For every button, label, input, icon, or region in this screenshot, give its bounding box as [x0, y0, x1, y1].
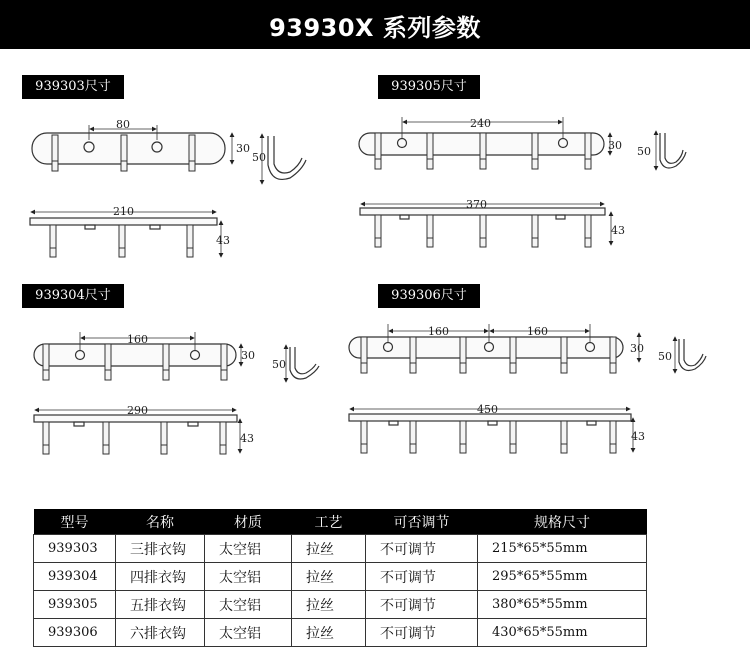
- col-header-finish: 工艺: [292, 509, 366, 535]
- dim-939303-side-height: 43: [216, 234, 230, 247]
- col-header-material: 材质: [205, 509, 292, 535]
- cell-model: 939304: [34, 563, 116, 591]
- drawing-939303-side: [30, 212, 221, 257]
- cell-model: 939303: [34, 535, 116, 563]
- hook-profile-939305: [656, 131, 686, 170]
- col-header-adjustable: 可否调节: [366, 509, 478, 535]
- cell-material: 太空铝: [205, 535, 292, 563]
- cell-adjustable: 不可调节: [366, 619, 478, 647]
- drawing-939303-front: [32, 125, 232, 171]
- cell-size: 380*65*55mm: [478, 591, 647, 619]
- cell-model: 939305: [34, 591, 116, 619]
- model-tag-939306: 939306尺寸: [378, 284, 480, 308]
- cell-material: 太空铝: [205, 619, 292, 647]
- dim-939305-overall: 370: [466, 198, 487, 211]
- hook-profile-939306: [675, 337, 706, 373]
- dim-939304-hook-depth: 50: [272, 358, 286, 371]
- dim-939306-hole-spacing-b: 160: [527, 325, 548, 338]
- cell-name: 五排衣钩: [116, 591, 205, 619]
- cell-model: 939306: [34, 619, 116, 647]
- dim-939304-height: 30: [241, 349, 255, 362]
- hook-profile-939303: [262, 134, 306, 184]
- dim-939306-hook-depth: 50: [658, 350, 672, 363]
- dim-939303-hole-spacing: 80: [116, 118, 130, 131]
- dim-939305-hook-depth: 50: [637, 145, 651, 158]
- cell-adjustable: 不可调节: [366, 535, 478, 563]
- hook-profile-939304: [286, 345, 319, 382]
- cell-adjustable: 不可调节: [366, 563, 478, 591]
- cell-size: 215*65*55mm: [478, 535, 647, 563]
- table-row: [34, 535, 647, 563]
- cell-finish: 拉丝: [292, 563, 366, 591]
- cell-adjustable: 不可调节: [366, 591, 478, 619]
- dim-939306-overall: 450: [477, 403, 498, 416]
- dim-939303-overall: 210: [113, 205, 134, 218]
- table-row: [34, 591, 647, 619]
- dim-939303-height: 30: [236, 142, 250, 155]
- table-row: [34, 563, 647, 591]
- model-tag-939303: 939303尺寸: [22, 75, 124, 99]
- cell-name: 六排衣钩: [116, 619, 205, 647]
- model-tag-939305: 939305尺寸: [378, 75, 480, 99]
- dim-939304-overall: 290: [127, 404, 148, 417]
- dim-939305-hole-spacing: 240: [470, 117, 491, 130]
- spec-table: [33, 509, 647, 647]
- dim-939304-side-height: 43: [240, 432, 254, 445]
- cell-material: 太空铝: [205, 563, 292, 591]
- dim-939305-side-height: 43: [611, 224, 625, 237]
- col-header-model: 型号: [34, 509, 116, 535]
- page-title: 93930X 系列参数: [269, 14, 481, 42]
- dim-939305-height: 30: [608, 139, 622, 152]
- cell-finish: 拉丝: [292, 619, 366, 647]
- table-row: [34, 619, 647, 647]
- cell-name: 四排衣钩: [116, 563, 205, 591]
- col-header-name: 名称: [116, 509, 205, 535]
- dim-939306-height: 30: [630, 342, 644, 355]
- cell-name: 三排衣钩: [116, 535, 205, 563]
- drawing-939306-front: [349, 324, 639, 373]
- dim-939306-side-height: 43: [631, 430, 645, 443]
- cell-size: 295*65*55mm: [478, 563, 647, 591]
- model-tag-939304: 939304尺寸: [22, 284, 124, 308]
- cell-material: 太空铝: [205, 591, 292, 619]
- cell-finish: 拉丝: [292, 591, 366, 619]
- table-header-row: [34, 509, 647, 535]
- dim-939304-hole-spacing: 160: [127, 333, 148, 346]
- cell-size: 430*65*55mm: [478, 619, 647, 647]
- cell-finish: 拉丝: [292, 535, 366, 563]
- col-header-size: 规格尺寸: [478, 509, 647, 535]
- dim-939306-hole-spacing-a: 160: [428, 325, 449, 338]
- dim-939303-hook-depth: 50: [252, 151, 266, 164]
